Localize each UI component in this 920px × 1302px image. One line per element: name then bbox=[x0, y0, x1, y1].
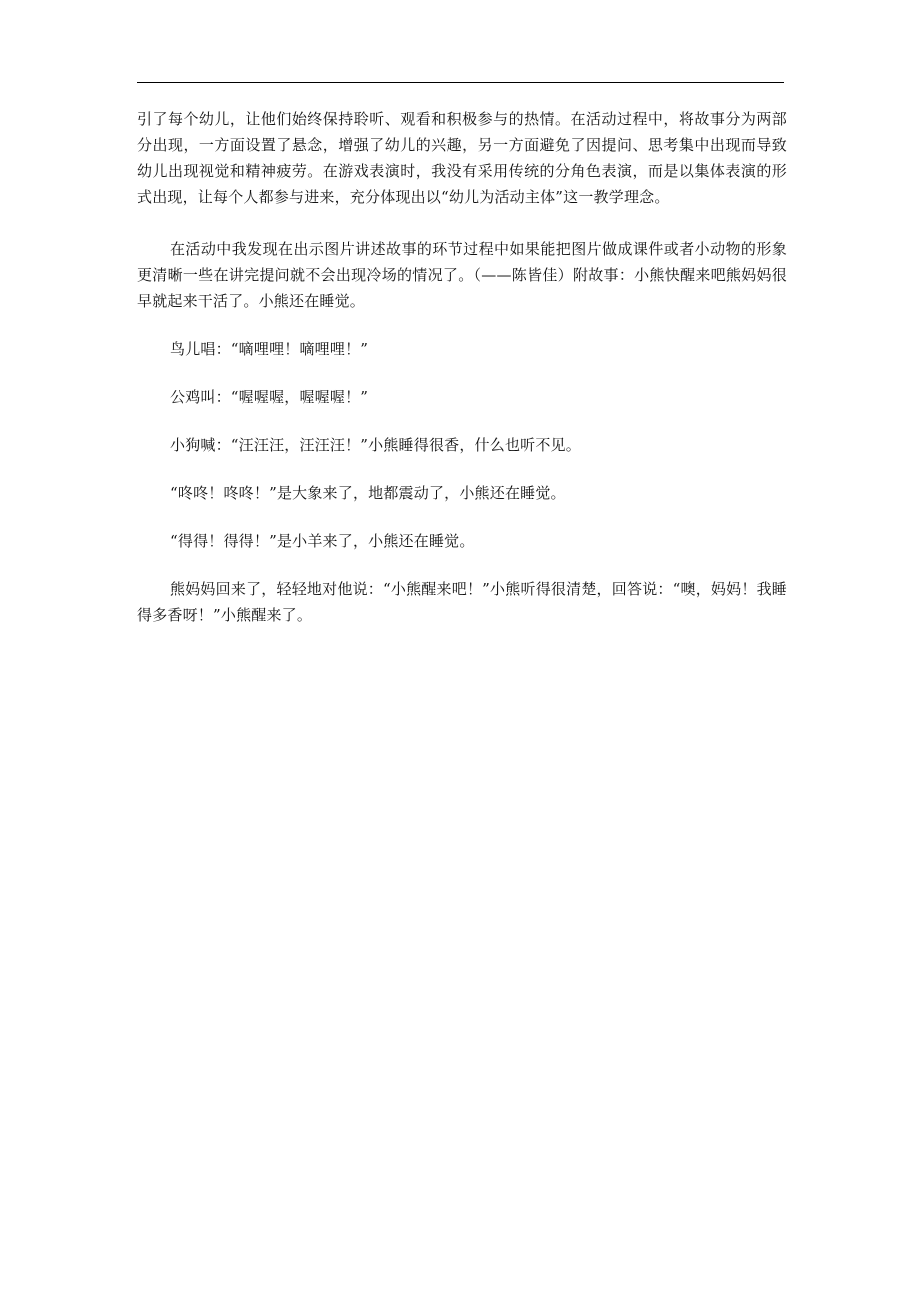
header-rule bbox=[137, 82, 784, 83]
paragraph-story-rooster: 公鸡叫：“喔喔喔，喔喔喔！” bbox=[170, 388, 369, 406]
document-body bbox=[137, 106, 787, 650]
paragraph-story-bird: 鸟儿唱：“嘀哩哩！嘀哩哩！” bbox=[170, 340, 369, 358]
paragraph-story-mother: 熊妈妈回来了，轻轻地对他说：“小熊醒来吧！”小熊听得很清楚，回答说：“噢，妈妈！我睡得多香呀！”小熊醒来了。 bbox=[137, 580, 787, 624]
paragraph-story-dog: 小狗喊：“汪汪汪，汪汪汪！”小熊睡得很香，什么也听不见。 bbox=[170, 436, 581, 454]
paragraph-story-elephant: “咚咚！咚咚！”是大象来了，地都震动了，小熊还在睡觉。 bbox=[170, 484, 566, 502]
paragraph-reflection-continued: 引了每个幼儿，让他们始终保持聆听、观看和积极参与的热情。在活动过程中，将故事分为两部分出现，一方面设置了悬念，增强了幼儿的兴趣，另一方面避免了因提问、思考集中出现而导致幼儿出现视觉和精神疲劳。在游戏表演时，我没有采用传统的分角色表演，而是以集体表演的形式出现，让每个人都参与进来，充分体现出以“幼儿为活动主体”这一教学理念。 bbox=[137, 110, 787, 206]
paragraph-reflection-improvement: 在活动中我发现在出示图片讲述故事的环节过程中如果能把图片做成课件或者小动物的形象更清晰一些在讲完提问就不会出现冷场的情况了。（——陈皆佳）附故事：小熊快醒来吧熊妈妈很早就起来干活了。小熊还在睡觉。 bbox=[137, 240, 787, 310]
paragraph-story-sheep: “得得！得得！”是小羊来了，小熊还在睡觉。 bbox=[170, 532, 475, 550]
